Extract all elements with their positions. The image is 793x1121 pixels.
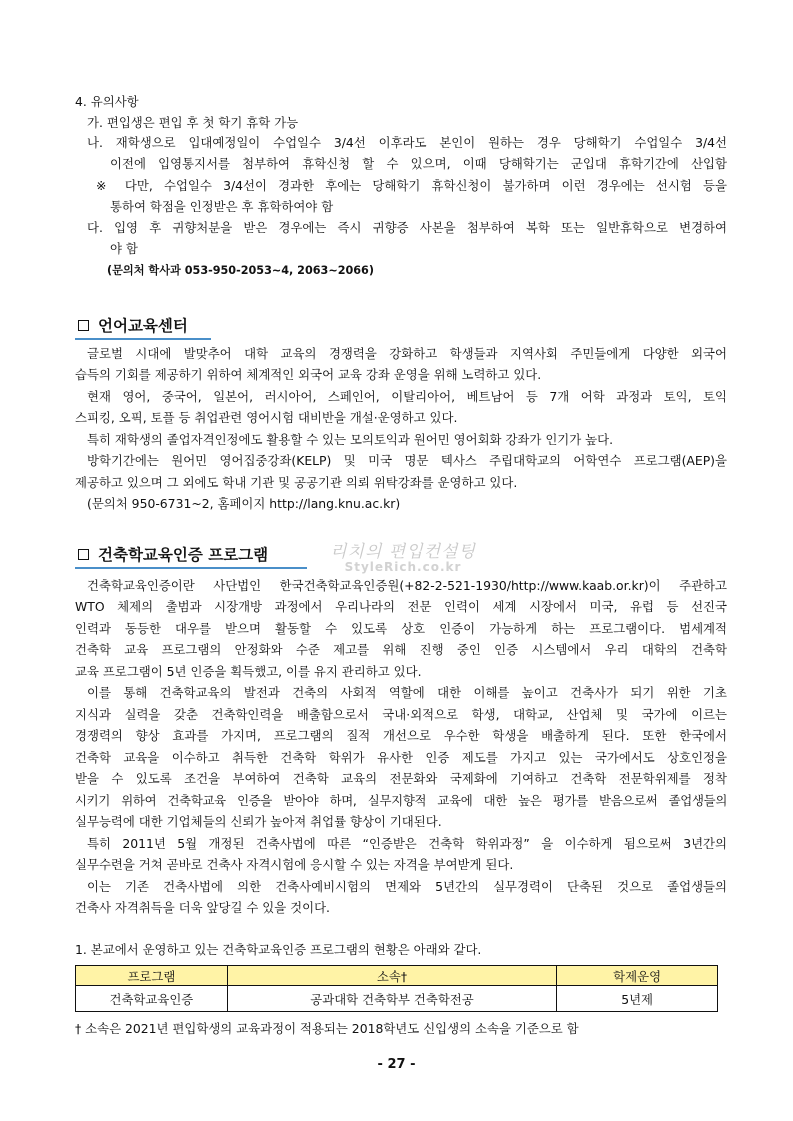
table-header-duration: 학제운영 [557, 966, 718, 986]
language-center-contact: (문의처 950-6731~2, 홈페이지 http://lang.knu.ac.kr) [87, 496, 401, 511]
architecture-line-11: 시키기 위하여 건축학교육 인증을 받아야 하며, 실무지향적 교육에 대한 높은 평가를 받음으로써 졸업생들의 [75, 793, 727, 808]
notes-heading: 4. 유의사항 [75, 94, 139, 109]
architecture-line-7: 지식과 실력을 갖춘 건축학인력을 배출함으로서 국내·외적으로 학생, 대학교, 산업체 및 국가에 이르는 [75, 707, 727, 722]
architecture-line-15: 이는 기존 건축사법에 의한 건축사예비시험의 면제와 5년간의 실무경력이 단축된 것으로 졸업생들의 [87, 879, 727, 894]
table-cell-duration: 5년제 [557, 986, 718, 1012]
notes-remark-line2: 통하여 학점을 인정받은 후 휴학하여야 함 [110, 199, 334, 214]
architecture-line-5: 교육 프로그램이 5년 인증을 획득했고, 이를 유지 관리하고 있다. [75, 664, 422, 679]
table-header-program: 프로그램 [76, 966, 228, 986]
notes-contact: (문의처 학사과 053-950-2053~4, 2063~2066) [107, 264, 374, 277]
language-center-heading-rule [75, 338, 211, 340]
table-footnote: † 소속은 2021년 편입학생의 교육과정이 적용되는 2018학년도 신입생의 소속을 기준으로 함 [75, 1021, 579, 1036]
watermark-url: StyleRich.co.kr [344, 560, 462, 574]
table-header-row [76, 966, 718, 986]
architecture-line-14: 실무수련을 거쳐 곧바로 건축사 자격시험에 응시할 수 있는 자격을 부여받게 된다. [75, 857, 514, 872]
architecture-line-3: 인력과 동등한 대우를 받으며 활동할 수 있도록 상호 인증이 가능하게 하는 프로그램이다. 범세계적 [75, 621, 727, 636]
language-center-line-1: 글로벌 시대에 발맞추어 대학 교육의 경쟁력을 강화하고 학생들과 지역사회 주민들에게 다양한 외국어 [87, 346, 727, 361]
notes-remark-line1: ※ 다만, 수업일수 3/4선이 경과한 후에는 당해학기 휴학신청이 불가하며 이런 경우에는 선시험 등을 [96, 178, 727, 193]
table-row [76, 986, 718, 1012]
architecture-line-4: 건축학 교육 프로그램의 안정화와 수준 제고를 위해 진행 중인 인증 시스템에서 우리 대학의 건축학 [75, 642, 727, 657]
architecture-heading-rule [75, 567, 307, 569]
notes-item-da-line2: 야 함 [110, 241, 138, 256]
checkbox-square-icon [78, 549, 89, 560]
language-center-heading [75, 312, 188, 338]
page-number: - 27 - [377, 1057, 416, 1072]
language-center-line-6: 방학기간에는 원어민 영어집중강좌(KELP) 및 미국 명문 텍사스 주립대학교의 어학연수 프로그램(AEP)을 [87, 453, 727, 468]
notes-item-da-line1: 다. 입영 후 귀향처분을 받은 경우에는 즉시 귀향증 사본을 첨부하여 복학 또는 일반휴학으로 변경하여 [87, 220, 727, 235]
table-cell-affiliation: 공과대학 건축학부 건축학전공 [227, 986, 556, 1012]
architecture-line-6: 이를 통해 건축학교육의 발전과 건축의 사회적 역할에 대한 이해를 높이고 건축사가 되기 위한 기초 [87, 685, 727, 700]
architecture-line-10: 받을 수 있도록 조건을 부여하여 건축학 교육의 전문화와 국제화에 기여하고 건축학 전문학위제를 정착 [75, 771, 727, 786]
architecture-title: 건축학교육인증 프로그램 [98, 546, 269, 564]
table-cell-program: 건축학교육인증 [76, 986, 228, 1012]
language-center-line-5: 특히 재학생의 졸업자격인정에도 활용할 수 있는 모의토익과 원어민 영어회화 강좌가 인기가 높다. [87, 432, 614, 447]
notes-item-na-line1: 나. 재학생으로 입대예정일이 수업일수 3/4선 이후라도 본인이 원하는 경우 당해학기 수업일수 3/4선 [87, 135, 727, 150]
watermark-text: 리치의 편입컨설팅 [330, 542, 476, 562]
watermark [318, 537, 488, 574]
program-table [75, 965, 718, 1012]
architecture-line-13: 특히 2011년 5월 개정된 건축사법에 따른 “인증받은 건축학 학위과정” 을 이수하게 됨으로써 3년간의 [87, 836, 727, 851]
architecture-line-2: WTO 체제의 출범과 시장개방 과정에서 우리나라의 전문 인력이 세계 시장에서 미국, 유럽 등 선진국 [75, 599, 727, 614]
language-center-line-7: 제공하고 있으며 그 외에도 학내 기관 및 공공기관 의뢰 위탁강좌를 운영하고 있다. [75, 475, 518, 490]
architecture-line-8: 경쟁력의 향상 효과를 가지며, 프로그램의 질적 개선으로 우수한 학생을 배출하게 된다. 또한 한국에서 [75, 728, 727, 743]
language-center-title: 언어교육센터 [98, 317, 188, 335]
architecture-status-heading: 1. 본교에서 운영하고 있는 건축학교육인증 프로그램의 현황은 아래와 같다. [75, 942, 482, 957]
architecture-heading [75, 541, 268, 567]
architecture-line-9: 건축학 교육을 이수하고 취득한 건축학 학위가 유사한 인증 제도를 가지고 있는 국가에서도 상호인정을 [75, 750, 727, 765]
architecture-line-12: 실무능력에 대한 기업체들의 신뢰가 높아져 취업률 향상이 기대된다. [75, 814, 442, 829]
architecture-line-1: 건축학교육인증이란 사단법인 한국건축학교육인증원(+82-2-521-1930/http://www.kaab.or.kr)이 주관하고 [87, 578, 727, 593]
notes-item-ga: 가. 편입생은 편입 후 첫 학기 휴학 가능 [87, 115, 299, 130]
architecture-line-16: 건축사 자격취득을 더욱 앞당길 수 있을 것이다. [75, 900, 330, 915]
language-center-line-4: 스피킹, 오픽, 토플 등 취업관련 영어시험 대비반을 개설·운영하고 있다. [75, 410, 458, 425]
table-header-affiliation: 소속† [227, 966, 556, 986]
language-center-line-2: 습득의 기회를 제공하기 위하여 체계적인 외국어 교육 강좌 운영을 위해 노력하고 있다. [75, 367, 542, 382]
language-center-line-3: 현재 영어, 중국어, 일본어, 러시아어, 스페인어, 이탈리아어, 베트남어 등 7개 어학 과정과 토익, 토익 [87, 389, 727, 404]
notes-item-na-line2: 이전에 입영통지서를 첨부하여 휴학신청 할 수 있으며, 이때 당해학기는 군입대 휴학기간에 산입함 [110, 156, 727, 171]
checkbox-square-icon [78, 320, 89, 331]
